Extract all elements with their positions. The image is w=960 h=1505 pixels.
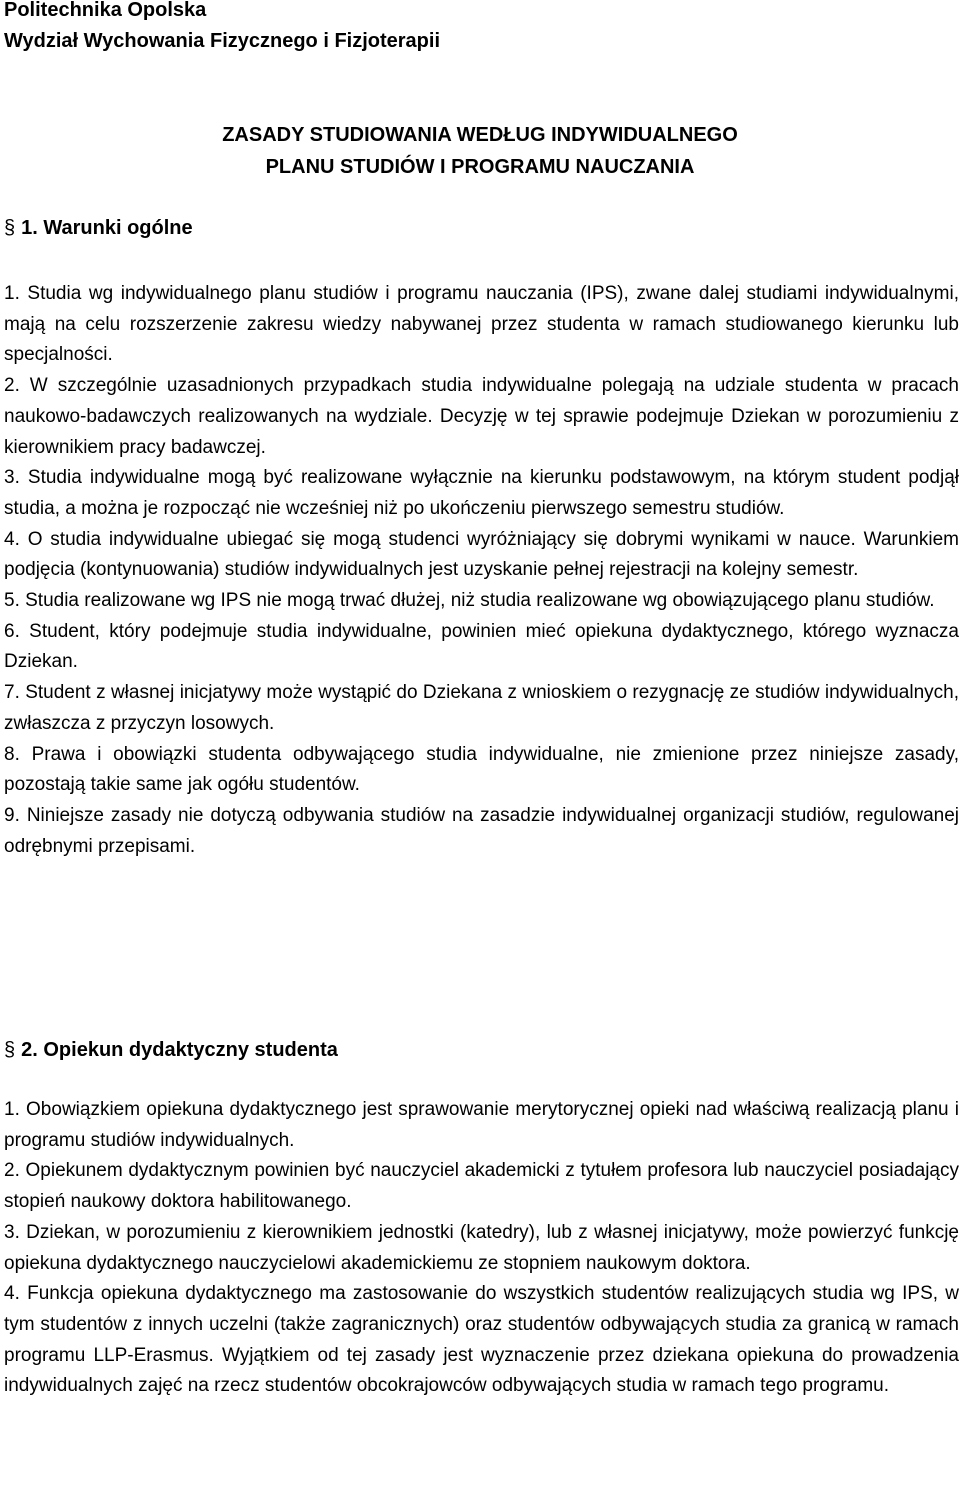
- section-1-item-7: 7. Student z własnej inicjatywy może wystąpić do Dziekana z wnioskiem o rezygnację ze studiów indywidualnych, zwłaszcza z przyczyn losowych.: [4, 682, 959, 734]
- section-1-item-6: 6. Student, który podejmuje studia indywidualne, powinien mieć opiekuna dydaktycznego, którego wyznacza Dziekan.: [4, 620, 959, 673]
- section-2-item-3: 3. Dziekan, w porozumieniu z kierownikiem jednostki (katedry), lub z własnej inicjatywy, może powierzyć funkcję opiekuna dydaktycznego nauczycielowi akademickiemu ze stopniem naukowym doktora.: [4, 1221, 959, 1274]
- section-heading-2-text: 2. Opiekun dydaktyczny studenta: [21, 1039, 338, 1061]
- section-heading-1: [4, 213, 193, 243]
- university-name: Politechnika Opolska: [4, 0, 207, 21]
- section-2-item-4: 4. Funkcja opiekuna dydaktycznego ma zastosowanie do wszystkich studentów realizujących studia wg IPS, w tym studentów z innych uczelni (także zagranicznych) oraz studentów odbywających studia za granicą w ramach programu LLP-Erasmus. Wyjątkiem od tej zasady jest wyznaczenie przez dziekana opiekuna do prowadzenia indywidualnych zajęć na rzecz studentów obcokrajowców odbywających studia w ramach tego programu.: [4, 1283, 959, 1397]
- section-sign-icon: §: [4, 1039, 16, 1061]
- section-1-item-4: 4. O studia indywidualne ubiegać się mogą studenci wyróżniający się dobrymi wynikami w nauce. Warunkiem podjęcia (kontynuowania) studiów indywidualnych jest uzyskanie pełnej rejestracji na kolejny semestr.: [4, 528, 959, 581]
- section-2-item-1: 1. Obowiązkiem opiekuna dydaktycznego jest sprawowanie merytorycznej opieki nad właściwą realizacją planu i programu studiów indywidualnych.: [4, 1099, 959, 1151]
- section-1-item-9: 9. Niniejsze zasady nie dotyczą odbywania studiów na zasadzie indywidualnej organizacji studiów, regulowanej odrębnymi przepisami.: [4, 804, 959, 857]
- section-sign-icon: §: [4, 217, 16, 239]
- section-1-item-2: 2. W szczególnie uzasadnionych przypadkach studia indywidualne polegają na udziale studenta w pracach naukowo-badawczych realizowanych na wydziale. Decyzję w tej sprawie podejmuje Dziekan w porozumieniu z kierownikiem pracy badawczej.: [4, 375, 959, 458]
- document-title-line-2: PLANU STUDIÓW I PROGRAMU NAUCZANIA: [265, 156, 695, 178]
- section-1-item-8: 8. Prawa i obowiązki studenta odbywającego studia indywidualne, nie zmienione przez niniejsze zasady, pozostają takie same jak ogółu studentów.: [4, 743, 959, 796]
- section-1-item-3: 3. Studia indywidualne mogą być realizowane wyłącznie na kierunku podstawowym, na którym student podjął studia, a można je rozpocząć nie wcześniej niż po ukończeniu pierwszego semestru studiów.: [4, 467, 959, 519]
- section-1-body: [4, 279, 959, 862]
- faculty-name: Wydział Wychowania Fizycznego i Fizjoterapii: [4, 30, 441, 52]
- section-2-item-2: 2. Opiekunem dydaktycznym powinien być nauczyciel akademicki z tytułem profesora lub nauczyciel posiadający stopień naukowy doktora habilitowanego.: [4, 1160, 959, 1213]
- section-2-body: [4, 1095, 959, 1402]
- document-title-line-1: ZASADY STUDIOWANIA WEDŁUG INDYWIDUALNEGO: [222, 124, 738, 146]
- section-heading-2: [4, 1035, 338, 1065]
- section-heading-1-text: 1. Warunki ogólne: [21, 217, 193, 239]
- section-1-item-5: 5. Studia realizowane wg IPS nie mogą trwać dłużej, niż studia realizowane wg obowiązującego planu studiów.: [4, 590, 935, 612]
- section-1-item-1: 1. Studia wg indywidualnego planu studiów i programu nauczania (IPS), zwane dalej studiami indywidualnymi, mają na celu rozszerzenie zakresu wiedzy nabywanej przez studenta w ramach studiowanego kierunku lub specjalności.: [4, 283, 959, 366]
